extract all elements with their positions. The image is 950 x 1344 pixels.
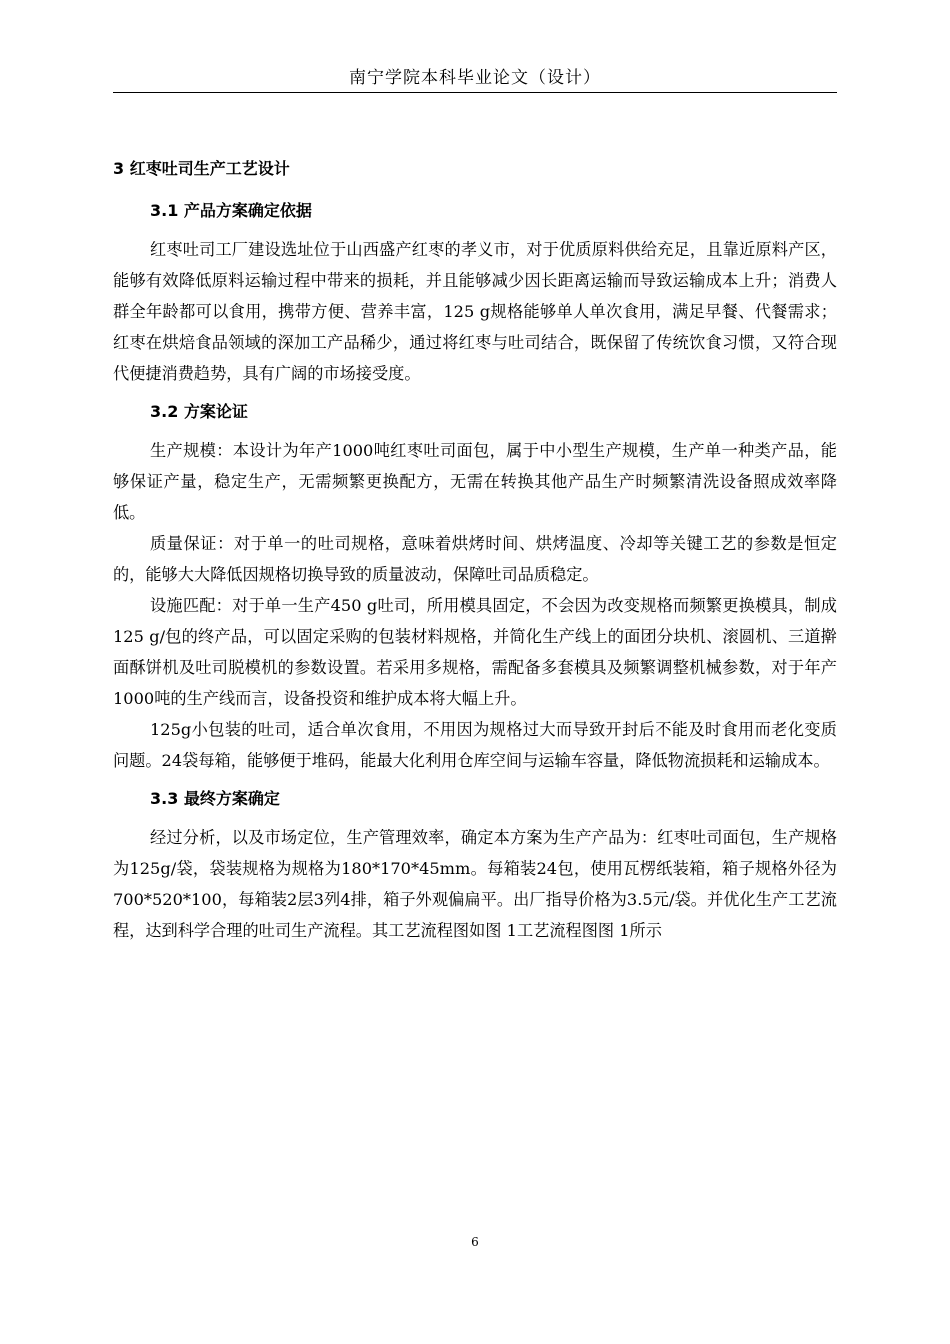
- paragraph-3-2-3: 设施匹配：对于单一生产450 g吐司，所用模具固定，不会因为改变规格而频繁更换模具，制成125 g/包的终产品，可以固定采购的包装材料规格，并简化生产线上的面团分块机、滚圆机、三道擀面酥饼机及吐司脱模机的参数设置。若采用多规格，需配备多套模具及频繁调整机械参数，对于年产1000吨的生产线而言，设备投资和维护成本将大幅上升。: [113, 596, 837, 708]
- paragraph-3-2-4: 125g小包装的吐司，适合单次食用，不用因为规格过大而导致开封后不能及时食用而老化变质问题。24袋每箱，能够便于堆码，能最大化利用仓库空间与运输车容量，降低物流损耗和运输成本。: [113, 720, 837, 770]
- paragraph-3-1-1: 红枣吐司工厂建设选址位于山西盛产红枣的孝义市，对于优质原料供给充足，且靠近原料产区，能够有效降低原料运输过程中带来的损耗，并且能够减少因长距离运输而导致运输成本上升；消费人群全年龄都可以食用，携带方便、营养丰富，125 g规格能够单人单次食用，满足早餐、代餐需求；红枣在烘焙食品领域的深加工产品稀少，通过将红枣与吐司结合，既保留了传统饮食习惯，又符合现代便捷消费趋势，具有广阔的市场接受度。: [113, 240, 837, 383]
- subsection-heading-3-1: 3.1 产品方案确定依据: [150, 201, 312, 220]
- paragraph-3-2-2: 质量保证：对于单一的吐司规格，意味着烘烤时间、烘烤温度、冷却等关键工艺的参数是恒定的，能够大大降低因规格切换导致的质量波动，保障吐司品质稳定。: [113, 534, 837, 584]
- running-header: 南宁学院本科毕业论文（设计）: [349, 68, 601, 88]
- subsection-heading-3-2: 3.2 方案论证: [150, 402, 248, 421]
- subsection-heading-3-3: 3.3 最终方案确定: [150, 789, 280, 808]
- page-number: 6: [471, 1235, 479, 1249]
- header-rule: [113, 92, 837, 93]
- section-heading-3: 3 红枣吐司生产工艺设计: [113, 159, 290, 178]
- paragraph-3-2-1: 生产规模：本设计为年产1000吨红枣吐司面包，属于中小型生产规模，生产单一种类产品，能够保证产量，稳定生产，无需频繁更换配方，无需在转换其他产品生产时频繁清洗设备照成效率降低。: [113, 441, 837, 522]
- paragraph-3-3-1: 经过分析，以及市场定位，生产管理效率，确定本方案为生产产品为：红枣吐司面包，生产规格为125g/袋，袋装规格为规格为180*170*45mm。每箱装24包，使用瓦楞纸装箱，箱子规格外径为700*520*100，每箱装2层3列4排，箱子外观偏扁平。出厂指导价格为3.5元/袋。并优化生产工艺流程，达到科学合理的吐司生产流程。其工艺流程图如图 1工艺流程图图 1所示: [113, 828, 837, 940]
- page-content: [113, 150, 837, 946]
